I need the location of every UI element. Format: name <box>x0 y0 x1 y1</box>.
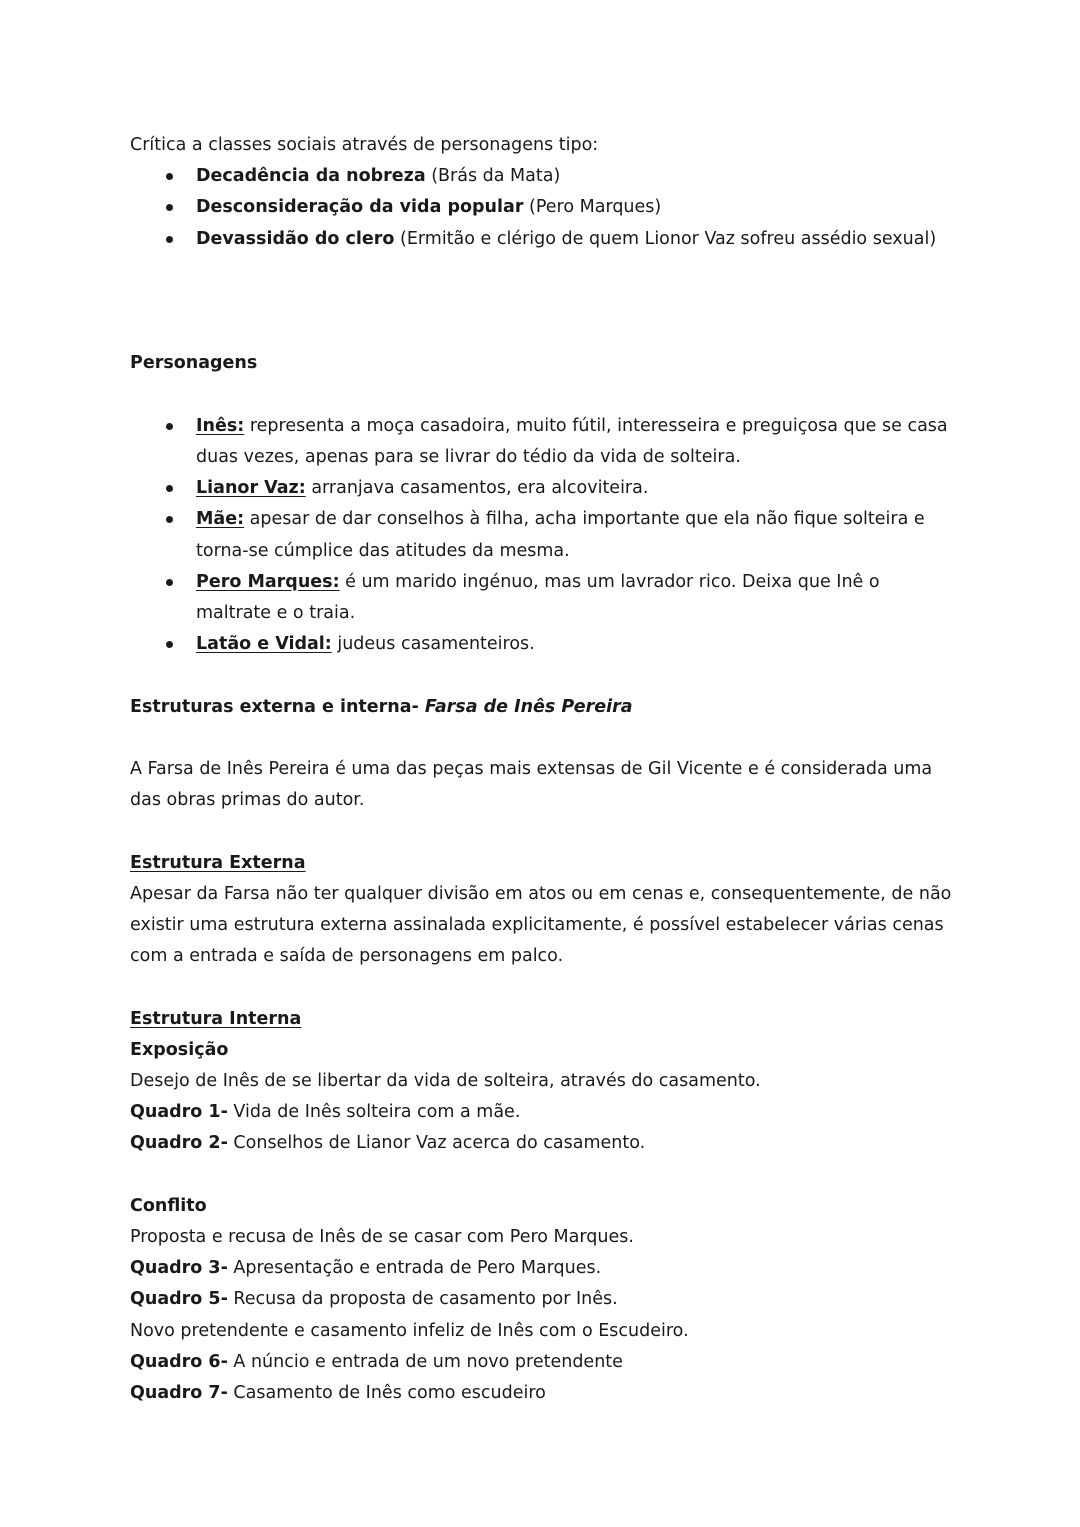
personagens-heading: Personagens <box>130 353 258 374</box>
list-item <box>130 161 960 192</box>
exposicao-text: Desejo de Inês de se libertar da vida de solteira, através do casamento. <box>130 1070 761 1091</box>
spacer <box>130 1160 960 1191</box>
list-item <box>130 629 960 660</box>
critica-item-bold: Desconsideração da vida popular <box>196 197 524 218</box>
spacer <box>130 972 960 1003</box>
list-item <box>130 504 960 566</box>
personagem-name: Latão e Vidal: <box>196 634 332 655</box>
personagem-name: Mãe: <box>196 509 245 530</box>
list-item <box>130 567 960 629</box>
externa-text: Apesar da Farsa não ter qualquer divisão em atos ou em cenas e, consequentemente, de não existir uma estrutura externa assinalada explicitamente, é possível estabelecer várias cenas com a entrada e saída de personagens em palco. <box>130 883 952 967</box>
list-item <box>130 411 960 473</box>
quadro-line <box>130 1128 960 1159</box>
quadro-text: A núncio e entrada de um novo pretendente <box>227 1351 623 1372</box>
interna-heading: Estrutura Interna <box>130 1008 302 1029</box>
critica-item-bold: Devassidão do clero <box>196 228 395 249</box>
critica-item-text: (Pero Marques) <box>523 197 662 218</box>
spacer <box>130 723 960 754</box>
quadro-label: Quadro 7- <box>130 1383 228 1403</box>
quadro-text: Apresentação e entrada de Pero Marques. <box>227 1258 602 1279</box>
personagem-description: judeus casamenteiros. <box>331 634 535 655</box>
personagem-description: arranjava casamentos, era alcoviteira. <box>305 478 649 499</box>
quadro-line <box>130 1097 960 1128</box>
quadro-label: Quadro 5- <box>130 1289 228 1310</box>
personagem-name: Pero Marques: <box>196 571 340 592</box>
document-page <box>130 130 960 1409</box>
estruturas-intro: A Farsa de Inês Pereira é uma das peças mais extensas de Gil Vicente e é considerada uma das obras primas do autor. <box>130 758 933 811</box>
estruturas-heading <box>130 692 960 723</box>
quadro-label: Quadro 3- <box>130 1258 228 1279</box>
personagem-name: Inês: <box>196 415 245 436</box>
list-item <box>130 192 960 223</box>
quadro-line <box>130 1253 960 1284</box>
personagem-description: representa a moça casadoira, muito fútil, interesseira e preguiçosa que se casa duas vezes, apenas para se livrar do tédio da vida de solteira. <box>196 415 948 467</box>
critica-item-bold: Decadência da nobreza <box>196 166 426 187</box>
list-item <box>130 224 960 255</box>
spacer <box>130 816 960 847</box>
critica-item-text: (Brás da Mata) <box>425 166 561 187</box>
conflito-text: Proposta e recusa de Inês de se casar com Pero Marques. <box>130 1226 634 1247</box>
conflito-text: Novo pretendente e casamento infeliz de Inês com o Escudeiro. <box>130 1320 689 1341</box>
quadro-label: Quadro 2- <box>130 1133 228 1154</box>
critica-intro: Crítica a classes sociais através de personagens tipo: <box>130 135 599 155</box>
quadro-text: Conselhos de Lianor Vaz acerca do casamento. <box>227 1133 646 1154</box>
quadro-line <box>130 1378 960 1409</box>
list-item <box>130 473 960 504</box>
personagem-description: apesar de dar conselhos à filha, acha importante que ela não fique solteira e torna-se cúmplice das atitudes da mesma. <box>196 509 925 561</box>
externa-heading: Estrutura Externa <box>130 852 306 873</box>
quadro-text: Vida de Inês solteira com a mãe. <box>227 1102 521 1123</box>
quadro-label: Quadro 1- <box>130 1102 228 1123</box>
estruturas-heading-title: Farsa de Inês Pereira <box>424 696 633 717</box>
personagens-list <box>130 411 960 661</box>
conflito-heading: Conflito <box>130 1195 207 1216</box>
quadro-label: Quadro 6- <box>130 1351 228 1372</box>
quadro-line <box>130 1284 960 1315</box>
estruturas-heading-main: Estruturas externa e interna- <box>130 696 425 717</box>
spacer <box>130 255 960 317</box>
quadro-line <box>130 1347 960 1378</box>
personagem-description: é um marido ingénuo, mas um lavrador rico. Deixa que Inê o maltrate e o traia. <box>196 571 880 623</box>
spacer <box>130 660 960 691</box>
critica-list <box>130 161 960 255</box>
quadro-text: Recusa da proposta de casamento por Inês. <box>227 1289 618 1310</box>
critica-item-text: (Ermitão e clérigo de quem Lionor Vaz sofreu assédio sexual) <box>394 228 937 249</box>
spacer <box>130 380 960 411</box>
quadro-text: Casamento de Inês como escudeiro <box>227 1383 546 1403</box>
personagem-name: Lianor Vaz: <box>196 478 306 499</box>
exposicao-heading: Exposição <box>130 1039 229 1060</box>
spacer <box>130 317 960 348</box>
